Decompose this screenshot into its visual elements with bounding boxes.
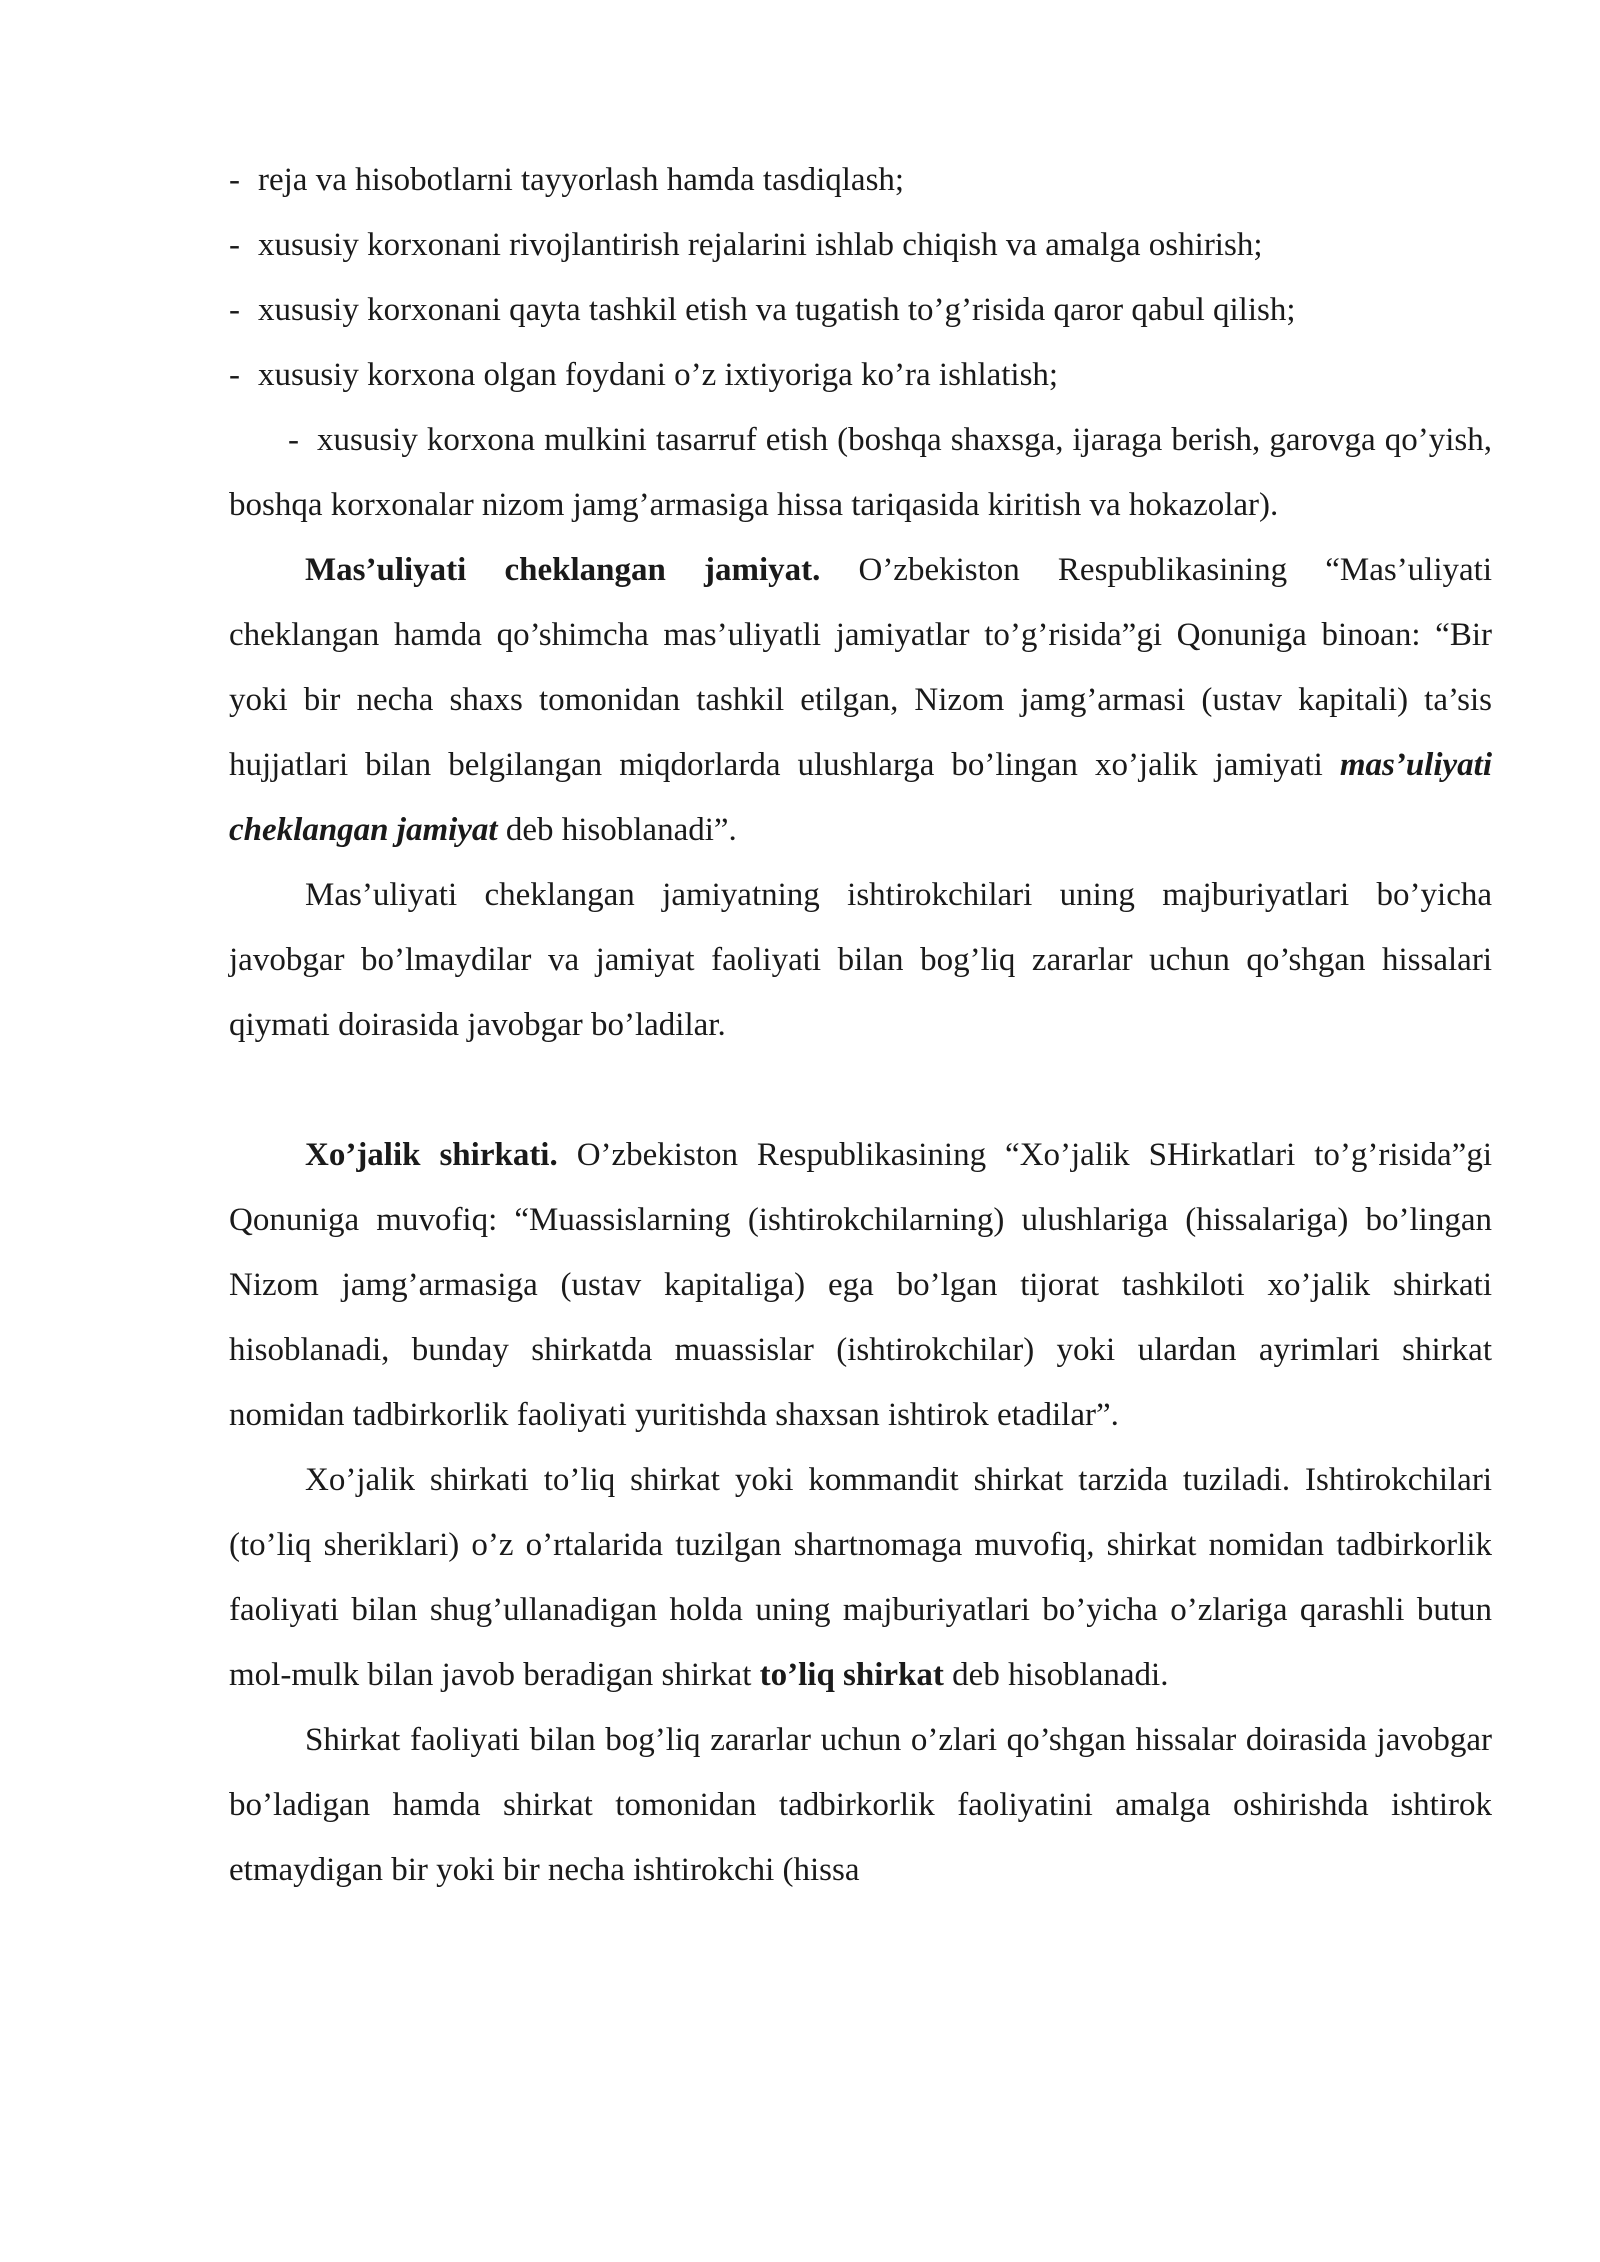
paragraph-text: deb hisoblanadi”. <box>497 812 737 848</box>
paragraph-spacer <box>229 1058 1492 1123</box>
paragraph-shirkat-types <box>229 1448 1492 1708</box>
list-item-text: xususiy korxona mulkini tasarruf etish (boshqa shaxsga, ijaraga berish, garovga qo’yish, boshqa korxonalar nizom jamg’armasiga hissa tariqasida kiritish va hokazolar). <box>229 422 1492 523</box>
bullet-dash: - <box>288 422 299 458</box>
list-item <box>229 213 1492 278</box>
document-page <box>229 148 1492 1903</box>
paragraph-text: O’zbekiston Respublikasining “Xo’jalik SHirkatlari to’g’risida”gi Qonuniga muvofiq: “Muassislarning (ishtirokchilarning) ulushlariga (hissalariga) bo’lingan Nizom jamg’armasiga (ustav kapitaliga) ega bo’lgan tijorat tashkiloti xo’jalik shirkati hisoblanadi, bunday shirkatda muassislar (ishtirokchilar) yoki ulardan ayrimlari shirkat nomidan tadbirkorlik faoliyati yuritishda shaxsan ishtirok etadilar”. <box>229 1137 1492 1433</box>
list-item <box>229 148 1492 213</box>
section-heading-mchj: Mas’uliyati cheklangan jamiyat. <box>305 552 821 588</box>
section-heading-shirkat: Xo’jalik shirkati. <box>305 1137 558 1173</box>
list-item-text: xususiy korxonani qayta tashkil etish va tugatish to’g’risida qaror qabul qilish; <box>258 292 1296 328</box>
list-item-text: xususiy korxonani rivojlantirish rejalarini ishlab chiqish va amalga oshirish; <box>258 227 1263 263</box>
bullet-dash: - <box>229 357 240 393</box>
paragraph-shirkat-kommandit: Shirkat faoliyati bilan bog’liq zararlar uchun o’zlari qo’shgan hissalar doirasida javobgar bo’ladigan hamda shirkat tomonidan tadbirkorlik faoliyatini amalga oshirishda ishtirok etmaydigan bir yoki bir necha ishtirokchi (hissa <box>229 1722 1492 1888</box>
paragraph-text: deb hisoblanadi. <box>943 1657 1169 1693</box>
paragraph-text: Xo’jalik shirkati to’liq shirkat yoki kommandit shirkat tarzida tuziladi. Ishtirokchilari (to’liq sheriklari) o’z o’rtalarida tuzilgan shartnomaga muvofiq, shirkat nomidan tadbirkorlik faoliyati bilan shug’ullanadigan holda uning majburiyatlari bo’yicha o’zlariga qarashli butun mol-mulk bilan javob beradigan shirkat <box>229 1462 1492 1693</box>
list-item-text: xususiy korxona olgan foydani o’z ixtiyoriga ko’ra ishlatish; <box>258 357 1059 393</box>
paragraph-shirkat-definition <box>229 1123 1492 1448</box>
paragraph-mchj-liability: Mas’uliyati cheklangan jamiyatning ishtirokchilari uning majburiyatlari bo’yicha javobgar bo’lmaydilar va jamiyat faoliyati bilan bog’liq zararlar uchun qo’shgan hissalari qiymati doirasida javobgar bo’ladilar. <box>229 877 1492 1043</box>
paragraph-mchj-definition <box>229 538 1492 863</box>
list-item-text: reja va hisobotlarni tayyorlash hamda tasdiqlash; <box>258 162 905 198</box>
bullet-dash: - <box>229 292 240 328</box>
list-item <box>229 278 1492 343</box>
defined-term: mas’uliyati cheklangan jamiyat <box>229 747 1492 848</box>
defined-term: to’liq shirkat <box>759 1657 944 1693</box>
bullet-dash: - <box>229 162 240 198</box>
list-item <box>229 408 1492 538</box>
paragraph-text: O’zbekiston Respublikasining “Mas’uliyati cheklangan hamda qo’shimcha mas’uliyatli jamiyatlar to’g’risida”gi Qonuniga binoan: “Bir yoki bir necha shaxs tomonidan tashkil etilgan, Nizom jamg’armasi (ustav kapitali) ta’sis hujjatlari bilan belgilangan miqdorlarda ulushlarga bo’lingan xo’jalik jamiyati <box>229 552 1492 783</box>
bullet-dash: - <box>229 227 240 263</box>
list-item <box>229 343 1492 408</box>
